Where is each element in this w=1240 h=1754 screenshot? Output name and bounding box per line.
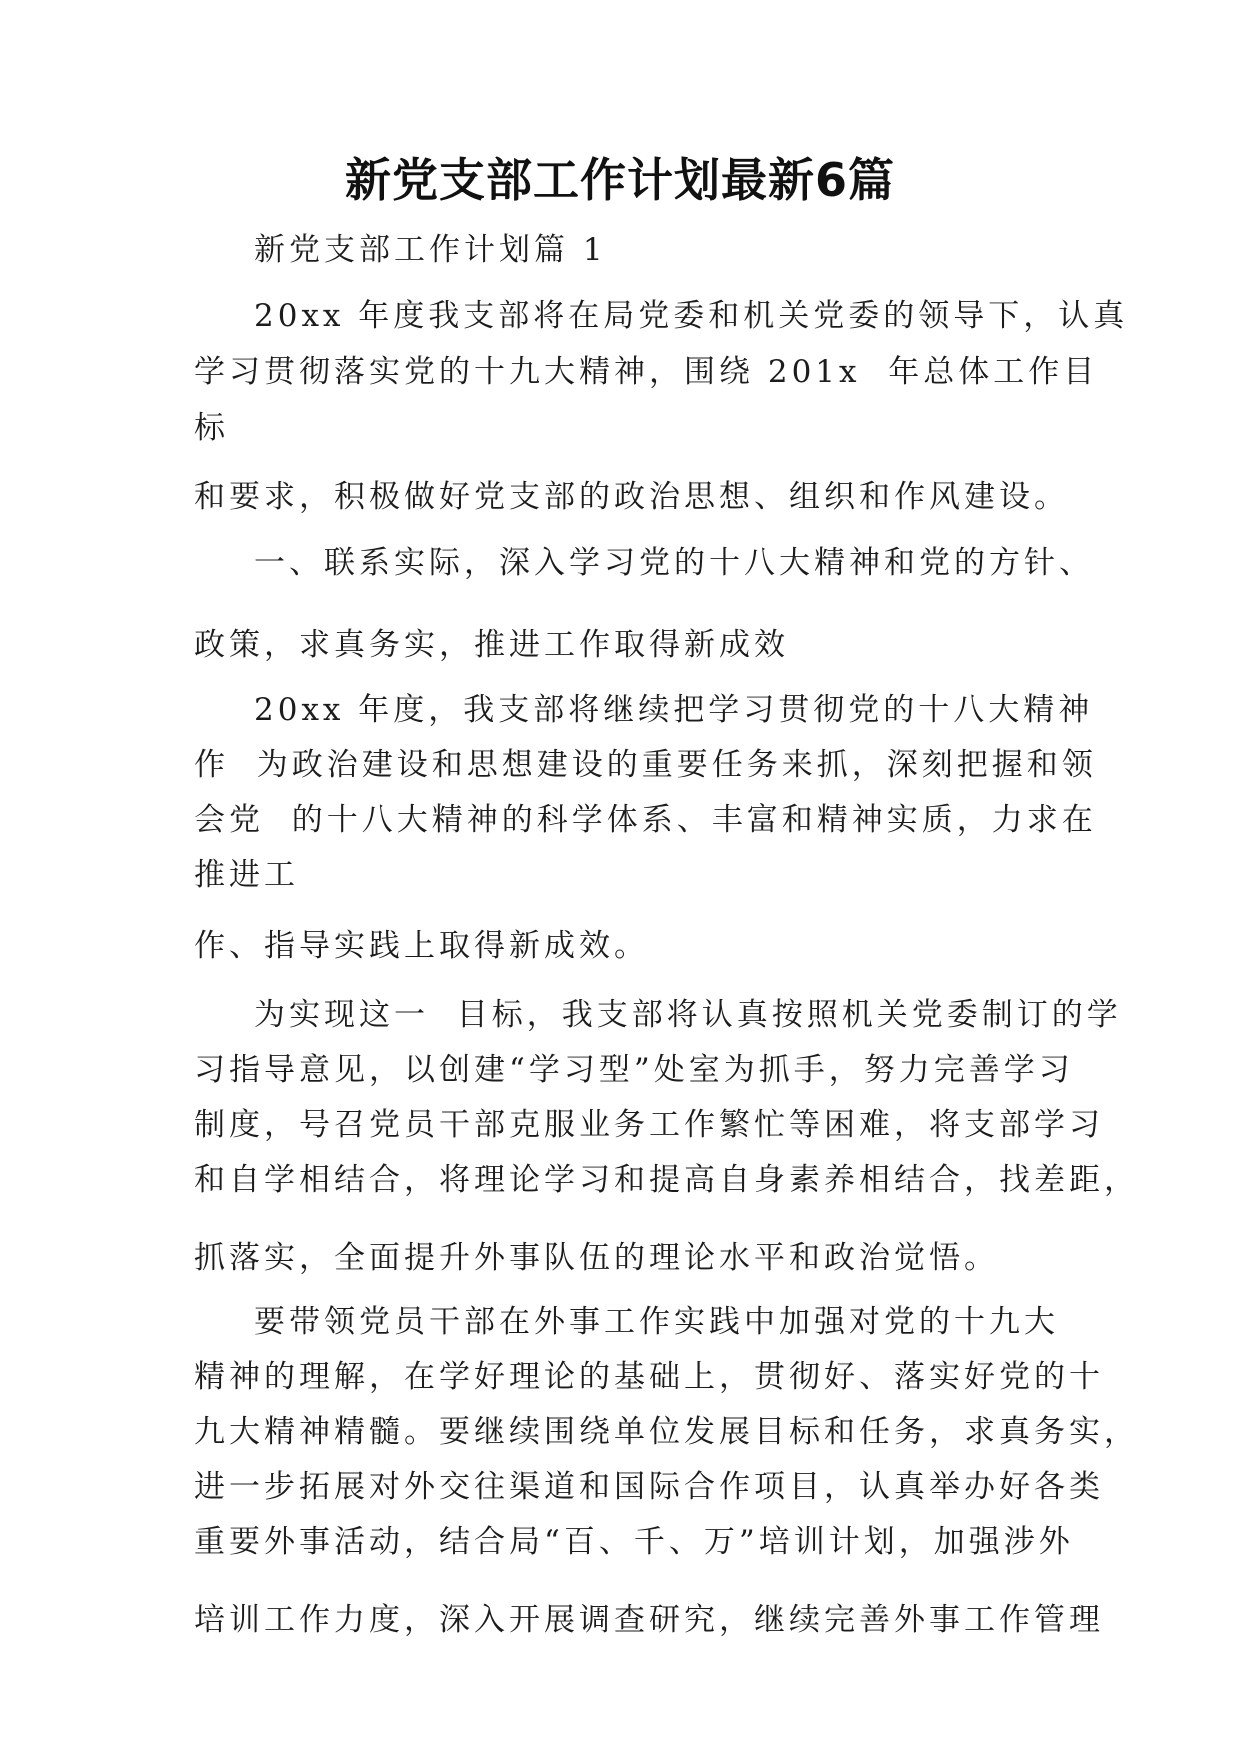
paragraph-line: 要带领党员干部在外事工作实践中加强对党的十九大 xyxy=(254,1304,1059,1340)
document-title: 新党支部工作计划最新6篇 xyxy=(344,153,895,207)
subheading-line: 政策，求真务实，推进工作取得新成效 xyxy=(194,627,789,663)
paragraph-line: 标 xyxy=(194,410,229,446)
paragraph-line: 为实现这一 目标，我支部将认真按照机关党委制订的学 xyxy=(254,997,1122,1033)
paragraph-line: 重要外事活动，结合局“百、千、万”培训计划，加强涉外 xyxy=(194,1524,1074,1560)
paragraph-line: 作、指导实践上取得新成效。 xyxy=(194,928,649,964)
paragraph-line: 20xx 年度，我支部将继续把学习贯彻党的十八大精神 xyxy=(254,692,1094,728)
paragraph-line: 和要求，积极做好党支部的政治思想、组织和作风建设。 xyxy=(194,479,1069,515)
paragraph-line: 推进工 xyxy=(194,857,299,893)
paragraph-line: 培训工作力度，深入开展调查研究，继续完善外事工作管理 xyxy=(194,1602,1104,1638)
paragraph-line: 和自学相结合，将理论学习和提高自身素养相结合，找差距， xyxy=(194,1162,1139,1198)
paragraph-line: 习指导意见，以创建“学习型”处室为抓手，努力完善学习 xyxy=(194,1052,1074,1088)
paragraph-line: 学习贯彻落实党的十九大精神，围绕 201x 年总体工作目 xyxy=(194,354,1099,390)
paragraph-line: 进一步拓展对外交往渠道和国际合作项目，认真举办好各类 xyxy=(194,1469,1104,1505)
paragraph-line: 会党 的十八大精神的科学体系、丰富和精神实质，力求在 xyxy=(194,802,1097,838)
paragraph-line: 精神的理解，在学好理论的基础上，贯彻好、落实好党的十 xyxy=(194,1359,1104,1395)
paragraph-line: 作 为政治建设和思想建设的重要任务来抓，深刻把握和领 xyxy=(194,747,1097,783)
paragraph-line: 抓落实，全面提升外事队伍的理论水平和政治觉悟。 xyxy=(194,1240,999,1276)
paragraph-line: 20xx 年度我支部将在局党委和机关党委的领导下，认真 xyxy=(254,298,1129,334)
section-heading: 新党支部工作计划篇 1 xyxy=(254,232,607,268)
subheading-line: 一、联系实际，深入学习党的十八大精神和党的方针、 xyxy=(254,545,1094,581)
paragraph-line: 制度，号召党员干部克服业务工作繁忙等困难，将支部学习 xyxy=(194,1107,1104,1143)
paragraph-line: 九大精神精髓。要继续围绕单位发展目标和任务，求真务实， xyxy=(194,1414,1139,1450)
